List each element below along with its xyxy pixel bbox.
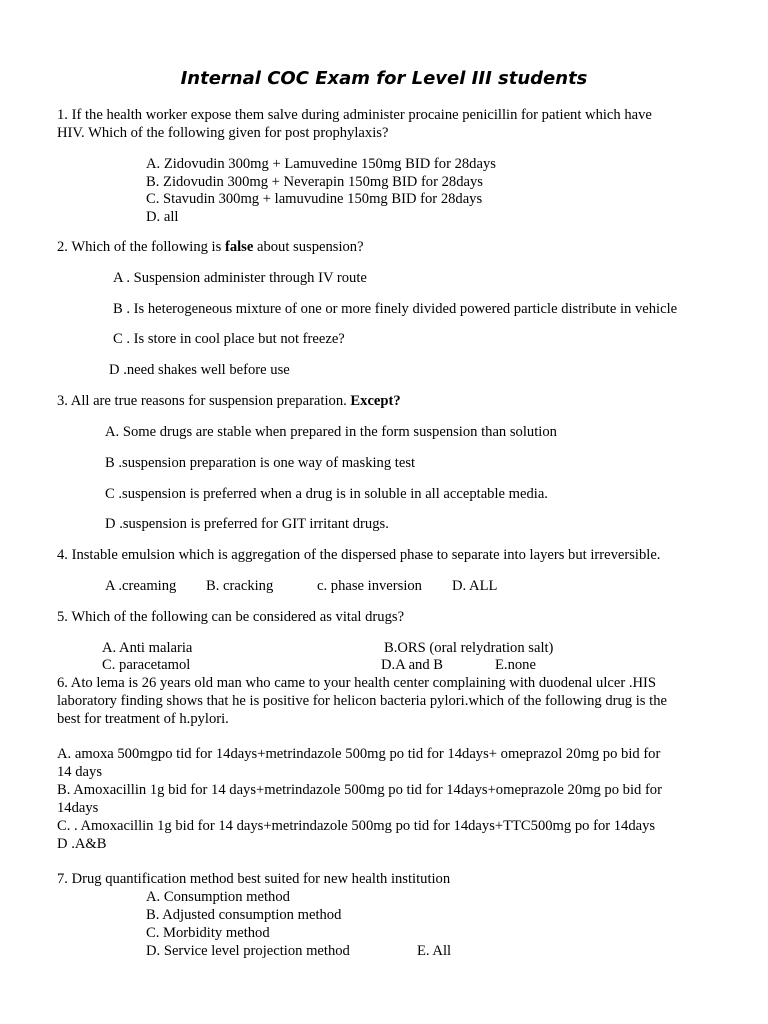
q3-option-b: B .suspension preparation is one way of masking test [105, 455, 416, 471]
q7-option-e: E. All [417, 943, 452, 959]
q5-option-c: C. paracetamol [102, 657, 191, 673]
q4-text: 4. Instable emulsion which is aggregation of the dispersed phase to separate into layers but irreversible. [57, 547, 661, 563]
q3-text-bold: Except? [350, 393, 401, 409]
q6-option-c: C. . Amoxacillin 1g bid for 14 days+metrindazole 500mg po tid for 14days+TTC500mg po for 14days [57, 818, 656, 834]
q6-option-b-line2: 14days [57, 800, 99, 816]
q1-text-line1: 1. If the health worker expose them salve during administer procaine penicillin for patient which have [57, 107, 652, 123]
q4-option-a: A .creaming [105, 578, 177, 594]
q3-text-prefix: 3. All are true reasons for suspension preparation. [57, 393, 351, 409]
q6-option-a-line2: 14 days [57, 764, 102, 780]
q4-option-b: B. cracking [206, 578, 274, 594]
q3-option-d: D .suspension is preferred for GIT irritant drugs. [105, 516, 389, 532]
q6-option-b-line1: B. Amoxacillin 1g bid for 14 days+metrindazole 500mg po tid for 14days+omeprazole 20mg po bid for [57, 782, 662, 798]
q7-option-d: D. Service level projection method [146, 943, 350, 959]
q1-option-c: C. Stavudin 300mg + lamuvudine 150mg BID for 28days [146, 191, 483, 207]
q1-option-b: B. Zidovudin 300mg + Neverapin 150mg BID for 28days [146, 174, 483, 190]
q3-option-c: C .suspension is preferred when a drug is in soluble in all acceptable media. [105, 486, 548, 502]
q6-text-line2: laboratory finding shows that he is positive for helicon bacteria pylori.which of the following drug is the [57, 693, 667, 709]
q4-option-c: c. phase inversion [317, 578, 422, 594]
q7-option-b: B. Adjusted consumption method [146, 907, 342, 923]
q2-text-prefix: 2. Which of the following is [57, 239, 225, 255]
exam-title: Internal COC Exam for Level III students [180, 68, 588, 89]
q6-text-line3: best for treatment of h.pylori. [57, 711, 229, 727]
q1-option-d: D. all [146, 209, 179, 225]
q5-option-a: A. Anti malaria [102, 640, 193, 656]
q7-text: 7. Drug quantification method best suited for new health institution [57, 871, 451, 887]
q6-option-d: D .A&B [57, 836, 107, 852]
q1-option-a: A. Zidovudin 300mg + Lamuvedine 150mg BID for 28days [146, 156, 496, 172]
q5-text: 5. Which of the following can be considered as vital drugs? [57, 609, 405, 625]
q2-option-c: C . Is store in cool place but not freeze? [113, 331, 345, 347]
q4-option-d: D. ALL [452, 578, 498, 594]
q7-option-a: A. Consumption method [146, 889, 290, 905]
q3-text [57, 392, 401, 410]
q2-text-bold: false [224, 239, 254, 255]
q6-text-line1: 6. Ato lema is 26 years old man who came to your health center complaining with duodenal ulcer .HIS [57, 675, 656, 691]
q5-option-d: D.A and B [381, 657, 444, 673]
q5-option-e: E.none [495, 657, 536, 673]
q2-text [57, 238, 364, 256]
q2-text-suffix: about suspension? [253, 239, 364, 255]
q3-option-a: A. Some drugs are stable when prepared in the form suspension than solution [105, 424, 557, 440]
q2-option-b: B . Is heterogeneous mixture of one or more finely divided powered particle distribute in vehicle [113, 301, 678, 317]
q6-option-a-line1: A. amoxa 500mgpo tid for 14days+metrindazole 500mg po tid for 14days+ omeprazol 20mg po bid for [57, 746, 661, 762]
q7-option-c: C. Morbidity method [146, 925, 270, 941]
q2-option-a: A . Suspension administer through IV route [113, 270, 367, 286]
q5-option-b: B.ORS (oral relydration salt) [384, 640, 554, 656]
q2-option-d: D .need shakes well before use [109, 362, 290, 378]
q1-text-line2: HIV. Which of the following given for post prophylaxis? [57, 125, 389, 141]
